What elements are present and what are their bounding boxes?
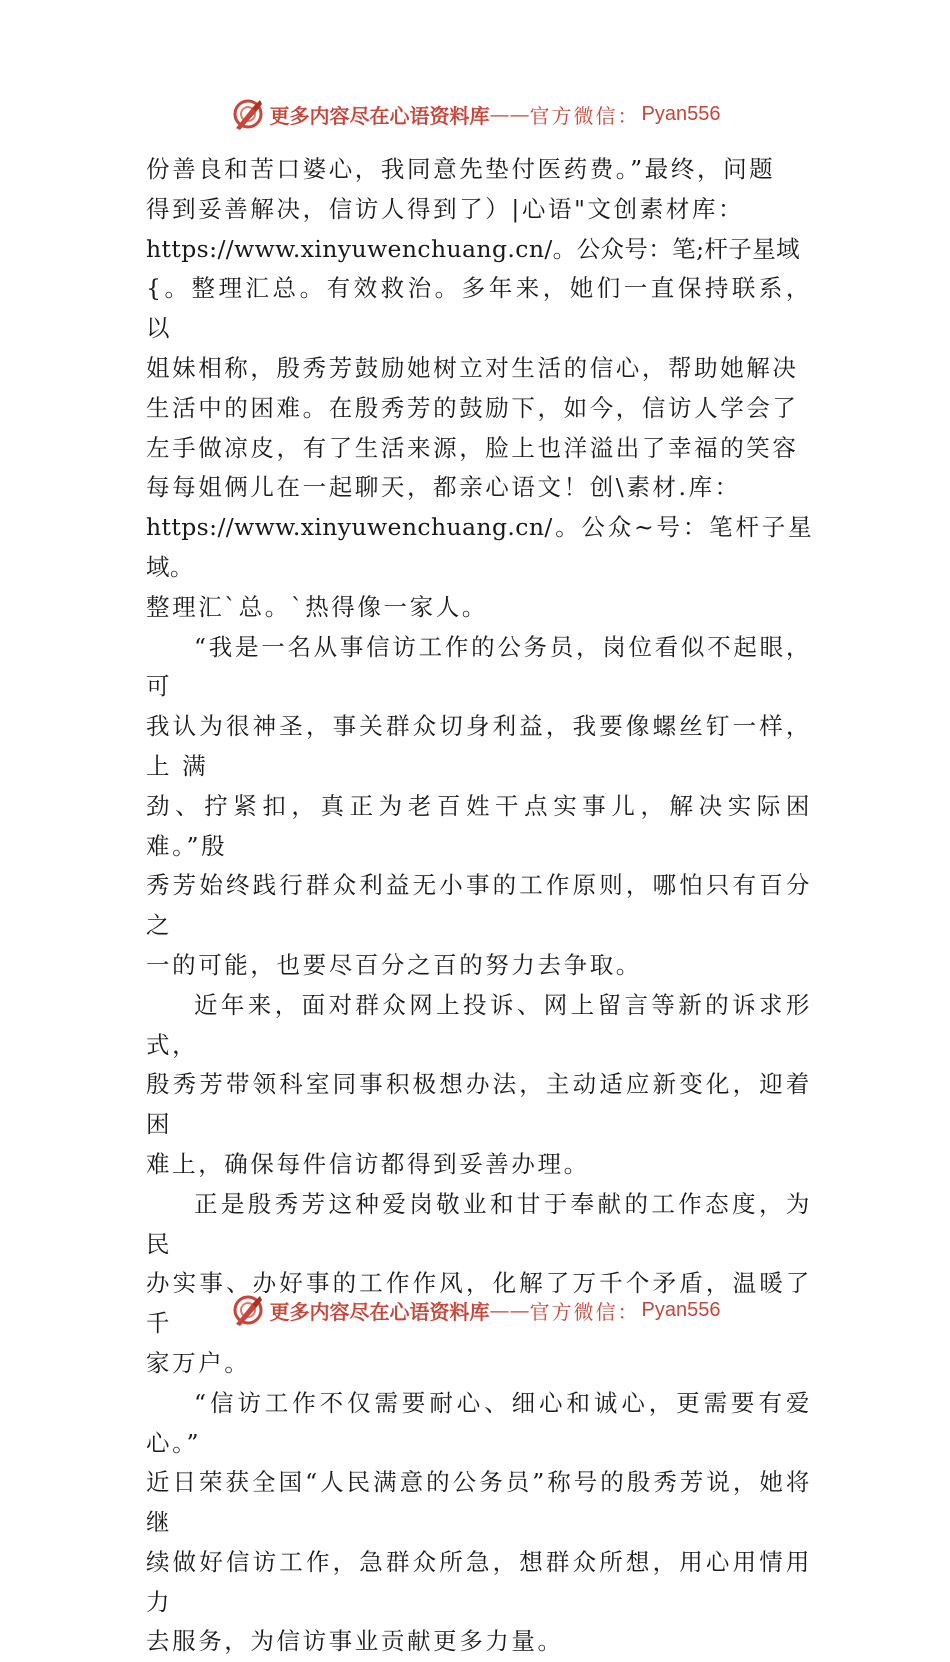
footer-dash: —— [489, 1298, 530, 1322]
footer-brand-text: 更多内容尽在心语资料库 [269, 1299, 490, 1324]
pen-nib-logo-icon [230, 96, 266, 132]
text-line: {。整理汇总。有效救治。多年来，她们一直保持联系，以 [146, 274, 812, 343]
footer-banner [0, 1290, 950, 1330]
text-line: 家万户。 [146, 1348, 251, 1377]
paragraph-1 [146, 150, 812, 628]
text-line: https://www.xinyuwenchuang.cn/。公众号：笔;杆子星域 [146, 234, 800, 263]
footer-wechat-label: 官方微信： [529, 1299, 640, 1324]
pen-nib-logo-icon [230, 1292, 266, 1328]
text-line: 续做好信访工作，急群众所急，想群众所想，用心用情用力 [146, 1547, 812, 1616]
header-wechat-id: Pyan556 [641, 102, 721, 125]
text-line: 近年来，面对群众网上投诉、网上留言等新的诉求形式， [146, 990, 812, 1059]
text-line: 正是殷秀芳这种爱岗敬业和甘于奉献的工作态度，为民 [146, 1189, 812, 1258]
text-line: “我是一名从事信访工作的公务员，岗位看似不起眼，可 [146, 632, 812, 701]
text-line: 殷秀芳带领科室同事积极想办法，主动适应新变化，迎着困 [146, 1070, 812, 1139]
header-brand-text: 更多内容尽在心语资料库 [269, 103, 490, 128]
document-body [146, 150, 812, 1662]
text-line: 办实事、办好事的工作作风，化解了万千个矛盾，温暖了千 [146, 1269, 812, 1338]
text-line: 我认为很神圣，事关群众切身利益，我要像螺丝钉一样，上 满 [146, 712, 812, 780]
text-line: 得到妥善解决，信访人得到了）|心语"文创素材库： [146, 194, 745, 223]
text-line: 劲、拧紧扣，真正为老百姓干点实事儿，解决实际困难。”殷 [146, 791, 812, 860]
text-line: 去服务，为信访事业贡献更多力量。 [146, 1627, 564, 1656]
paragraph-3 [146, 986, 812, 1185]
paragraph-2 [146, 628, 812, 986]
text-line: 左手做凉皮，有了生活来源，脸上也洋溢出了幸福的笑容 [146, 433, 799, 462]
header-dash: —— [489, 102, 530, 126]
text-line: “信访工作不仅需要耐心、细心和诚心，更需要有爱心。” [146, 1388, 812, 1457]
text-line: 姐妹相称，殷秀芳鼓励她树立对生活的信心，帮助她解决 [146, 353, 799, 382]
text-line: 整理汇`总。`热得像一家人。 [146, 592, 488, 621]
text-line: https://www.xinyuwenchuang.cn/。公众~号：笔杆子星域。 [146, 513, 812, 581]
text-line: 生活中的困难。在殷秀芳的鼓励下，如今，信访人学会了 [146, 393, 799, 422]
text-line: 份善良和苦口婆心，我同意先垫付医药费。”最终，问题 [146, 155, 776, 183]
text-line: 难上，确保每件信访都得到妥善办理。 [146, 1149, 590, 1178]
text-line: 每每姐俩儿在一起聊天，都亲心语文！创\素材.库： [146, 473, 741, 502]
text-line: 一的可能，也要尽百分之百的努力去争取。 [146, 950, 642, 979]
paragraph-4 [146, 1185, 812, 1384]
header-banner [0, 94, 950, 134]
text-line: 近日荣获全国“人民满意的公务员”称号的殷秀芳说，她将继 [146, 1468, 812, 1537]
header-wechat-label: 官方微信： [529, 103, 640, 128]
paragraph-5 [146, 1384, 812, 1662]
text-line: 秀芳始终践行群众利益无小事的工作原则，哪怕只有百分之 [146, 871, 812, 940]
footer-wechat-id: Pyan556 [641, 1298, 721, 1321]
